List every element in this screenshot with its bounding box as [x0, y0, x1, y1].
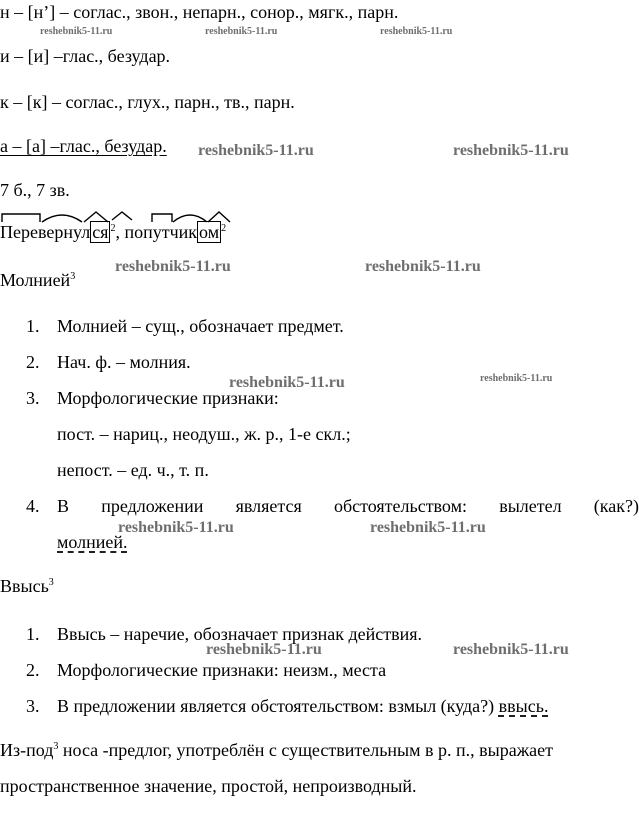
adverbial-word: ввысь.	[498, 696, 549, 716]
watermark: reshebnik5-11.ru	[480, 373, 553, 384]
list-item: Нач. ф. – молния.	[57, 352, 191, 372]
list-number: 1.	[26, 624, 40, 644]
phonetic-line-n: н – [н’] – соглас., звон., непарн., сонор., мягк., парн.	[0, 2, 399, 22]
watermark: reshebnik5-11.ru	[118, 519, 234, 536]
list-item: В предложении является обстоятельством: вылетел (как?)	[57, 496, 639, 516]
watermark: reshebnik5-11.ru	[453, 142, 569, 159]
ending-box: ом	[199, 222, 220, 242]
phonetic-line-k: к – [к] – соглас., глух., парн., тв., парн.	[0, 92, 295, 112]
footnote-mark: 2	[221, 223, 227, 234]
phonetic-line-a: а – [а] –глас., безудар.	[0, 136, 167, 156]
list-item: В предложении является обстоятельством: взмыл (куда?) ввысь.	[57, 696, 549, 716]
list-item: Морфологические признаки: неизм., места	[57, 660, 387, 680]
footnote-mark: 3	[48, 577, 54, 588]
list-number: 3.	[26, 696, 40, 716]
postfix-box: ся	[92, 222, 109, 242]
preposition-description-cont: пространственное значение, простой, непроизводный.	[0, 776, 417, 796]
morphemic-line	[0, 222, 226, 244]
list-item: Ввысь – наречие, обозначает признак действия.	[57, 624, 422, 644]
list-number: 1.	[26, 316, 40, 336]
preposition-description: носа -предлог, употреблён с существительным в р. п., выражает	[58, 740, 554, 760]
watermark: reshebnik5-11.ru	[453, 641, 569, 658]
watermark: reshebnik5-11.ru	[115, 258, 231, 275]
prefix-mark	[2, 214, 40, 222]
list-item: Молнией – сущ., обозначает предмет.	[57, 316, 344, 336]
prefix-mark	[152, 214, 172, 222]
footnote-mark: 3	[70, 271, 76, 282]
watermark: reshebnik5-11.ru	[206, 641, 322, 658]
watermark: reshebnik5-11.ru	[229, 374, 345, 391]
watermark: reshebnik5-11.ru	[205, 26, 278, 37]
letter-sound-count: 7 б., 7 зв.	[0, 180, 70, 200]
adverbial-word: молнией.	[57, 532, 128, 552]
watermark: reshebnik5-11.ru	[365, 258, 481, 275]
list-number: 4.	[26, 496, 40, 516]
watermark: reshebnik5-11.ru	[380, 26, 453, 37]
phonetic-line-i: и – [и] –глас., безудар.	[0, 46, 171, 66]
morphemic-word: попутчик	[124, 222, 198, 242]
list-number: 2.	[26, 352, 40, 372]
preposition-line	[0, 740, 639, 762]
section-heading: Ввысь$^3$	[0, 576, 54, 596]
constant-features: пост. – нариц., неодуш., ж. р., 1-е скл.;	[57, 424, 351, 444]
list-number: 2.	[26, 660, 40, 680]
footnote-mark: 2	[110, 223, 116, 234]
watermark: reshebnik5-11.ru	[40, 26, 113, 37]
root-arc	[42, 215, 82, 222]
comma: ,	[115, 222, 125, 242]
section-heading: Молнией$^3$	[0, 270, 76, 290]
variable-features: непост. – ед. ч., т. п.	[57, 460, 209, 480]
list-number: 3.	[26, 388, 40, 408]
morphemic-word: Перевернул	[0, 222, 91, 242]
watermark: reshebnik5-11.ru	[370, 519, 486, 536]
footnote-mark: 3	[53, 741, 59, 752]
list-item: Морфологические признаки:	[57, 388, 279, 408]
postfix-mark	[112, 212, 132, 220]
preposition-word: Из-под	[0, 740, 54, 760]
watermark: reshebnik5-11.ru	[198, 142, 314, 159]
